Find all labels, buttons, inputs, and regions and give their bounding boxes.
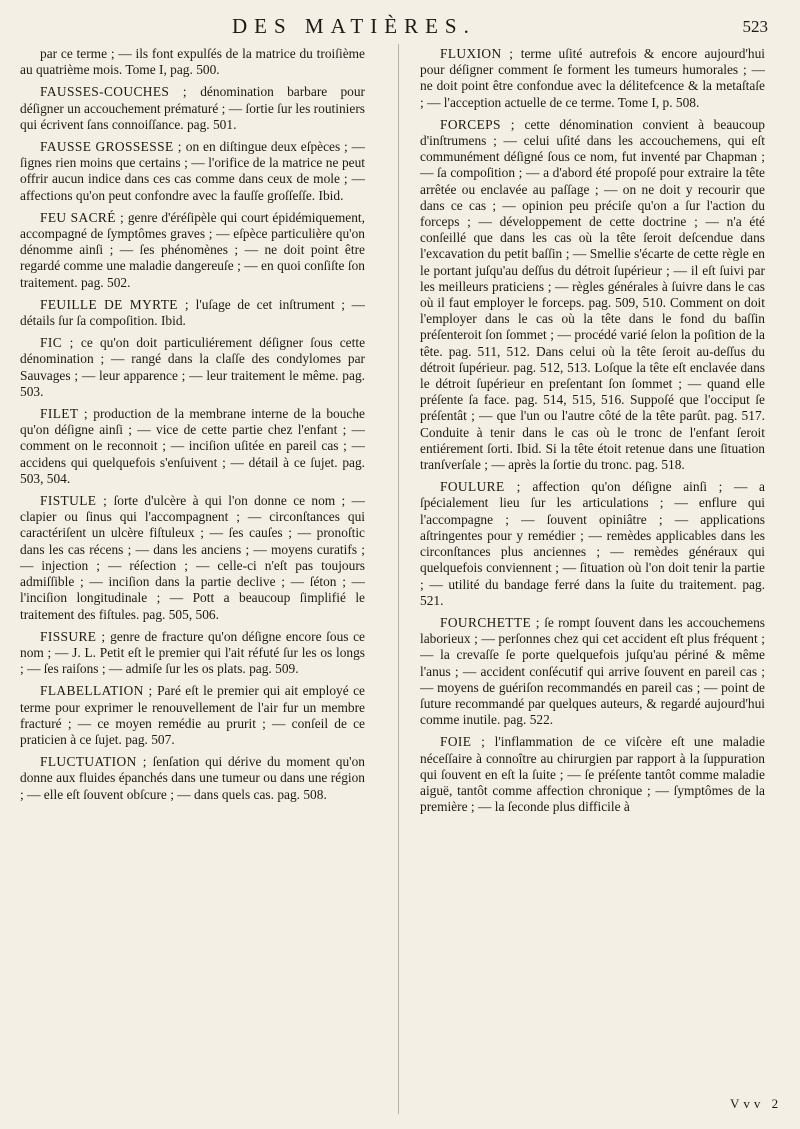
running-title: DES MATIÈRES. [232, 14, 476, 38]
entry-text: production de la membrane interne de la bouche qu'on déſigne ainſi ; — vice de cette partie chez l'enfant ; — comment on le reconnoit ; — inciſion uſitée en pareil cas ; — accidens qui quelquefois s'enſuivent ; — détail à ce ſujet. pag. 503, 504. [20, 406, 365, 486]
entry-text: cette dénomination convient à beaucoup d'inſtrumens ; — celui uſité dans les accouchemens, qui eſt communément déſigné ſous ce nom, fut inventé par Chapman ; — ſa compoſition ; — a d'abord été propoſé pour extraire la tête arrêtée ou enclavée au paſſage ; — on ne doit y recourir que dans ce cas ; — opinion peu préciſe qu'on a ſur l'action du forceps ; — développement de cette doctrine ; — n'a été conſeillé que dans les cas où la tête ſeroit deſcendue dans l'excavation du petit baſſin ; — Smellie s'écarte de cette règle en le portant juſqu'au deſſus du détroit ſupérieur ; — il eſt ſuivi par les meilleurs praticiens ; — règles générales à ſuivre dans le cas où il faut employer le forceps. pag. 509, 510. Comment on doit l'employer dans le cas où la tête dans le fond du baſſin préſenteroit ſon ſommet ; — procédé varié ſelon la poſition de la tête. pag. 511, 512. Dans celui où la tête ſeroit au-deſſus du détroit ſupérieur. pag. 512, 513. Loſque la tête eſt enclavée dans le détroit ſupérieur en preſentant ſon ſommet ; — quand elle préſente ſa face. pag. 514, 515, 516. Suppoſé que l'occiput ſe préſentât ; — que l'un ou l'autre côté de la tête parût. pag. 517. Conduite à tenir dans le cas où le tronc de l'enfant ſeroit entiérement ſorti. Ibid. Si la tête étoit retenue dans une ſituation tranſverſale ; — après la ſortie du tronc. pag. 518. [420, 116, 765, 473]
index-entry [20, 297, 365, 329]
index-entry [20, 493, 365, 623]
index-entry [20, 754, 365, 803]
running-header [0, 14, 800, 42]
entry-text: par ce terme ; — ils font expulſés de la matrice du troiſième au quatrième mois. Tome I, pag. 500. [20, 46, 365, 78]
entry-text: ſenſation qui dérive du moment qu'on donne aux fluides épanchés dans une tumeur ou dans une région ; — elle eſt ſouvent obſcure ; — dans quels cas. pag. 508. [20, 754, 365, 802]
index-entry [20, 139, 365, 204]
entry-headword: FISSURE ; [40, 628, 106, 644]
index-entry [420, 479, 765, 609]
entry-text: terme uſité autrefois & encore aujourd'hui pour déſigner comment ſe forment les tumeurs humorales ; — ne doit point être confondue avec la délitefcence & la metaſtaſe ; — l'acception actuelle de ce terme. Tome I, p. 508. [420, 46, 765, 110]
entry-headword: FAUSSES-COUCHES ; [40, 84, 188, 100]
entry-text: Paré eſt le premier qui ait employé ce terme pour exprimer le renouvellement de l'air fur un membre fracturé ; — ce moyen remédie au prurit ; — conſeil de ce praticien à ce ſujet. pag. 507. [20, 683, 365, 747]
index-entry [20, 629, 365, 678]
entry-text: l'uſage de cet inſtrument ; — détails ſur ſa compoſition. Ibid. [20, 296, 365, 329]
entry-headword: FEUILLE DE MYRTE ; [40, 296, 189, 312]
right-column [420, 46, 765, 1116]
left-column [20, 46, 365, 1116]
entry-text: ce qu'on doit particuliérement déſigner ſous cette dénomination ; — rangé dans la claſſe des condylomes par Sauvages ; — leur apparence ; — leur traitement le même. pag. 503. [20, 335, 365, 399]
entry-headword: FEU SACRÉ ; [40, 209, 125, 225]
page-number: 523 [742, 17, 768, 36]
entry-headword: FLUXION ; [440, 46, 514, 61]
index-entry [20, 84, 365, 133]
entry-headword: FOULURE ; [440, 479, 521, 495]
entry-text: ſorte d'ulcère à qui l'on donne ce nom ; — clapier ou ſinus qui l'accompagnent ; — circonſtances qui caractériſent un ulcère fiſtuleux ; — ſes cauſes ; — pronoſtic dans les cas récens ; — dans les anciens ; — moyens curatifs ; — injection ; — réſection ; — celle-ci n'eſt pas toujours admiſſible ; — inciſion dans la partie declive ; — ſéton ; — l'inciſion longitudinale ; — Pott a beaucoup ſimplifié le traitement des fiſtules. pag. 505, 506. [20, 493, 365, 622]
entry-text: genre d'éréſipèle qui court épidémiquement, accompagné de ſymptômes graves ; — eſpèce particulière qu'on dénomme ainſi ; — ſes phénomènes ; — ne doit point être regardé comme une maladie dangereuſe ; — en quoi conſiſte ſon traitement. pag. 502. [20, 209, 365, 290]
entry-headword: FISTULE ; [40, 493, 108, 509]
entry-headword: FLABELLATION ; [40, 683, 153, 699]
index-entry [420, 734, 765, 815]
index-entry [420, 615, 765, 728]
column-divider [398, 44, 399, 1114]
index-entry [20, 210, 365, 291]
index-entry [20, 406, 365, 487]
entry-headword: FOURCHETTE ; [440, 614, 540, 630]
index-entry [420, 117, 765, 473]
entry-text: genre de fracture qu'on déſigne encore ſous ce nom ; — J. L. Petit eſt le premier qui l'ait réfuté ſur les os longs ; — ſes raiſons ; — admiſe ſur les os plats. pag. 509. [20, 628, 365, 677]
entry-text: ſe rompt ſouvent dans les accouchemens laborieux ; — perſonnes chez qui cet accident eſt plus fréquent ; — la crevaſſe ſe porte quelquefois juſqu'au périné & même l'anus ; — accident conſécutif qui arrive ſouvent en pareil cas ; — moyens de guériſon recommandés en pareil cas ; — point de ſuture recommandé par quelques auteurs, & regardé aujourd'hui comme inutile. pag. 522. [420, 614, 765, 728]
entry-headword: FLUCTUATION ; [40, 754, 147, 770]
entry-headword: FOIE ; [440, 734, 486, 750]
entry-headword: FILET ; [40, 406, 88, 422]
entry-text: on en diſtingue deux eſpèces ; — ſignes rien moins que certains ; — l'orifice de la matrice ne peut offrir aucun indice dans ces cas comme dans ceux de mole ; — affections qu'on peut confondre avec la fauſſe groſſeſſe. Ibid. [20, 139, 365, 203]
index-entry [420, 46, 765, 111]
entry-text: l'inflammation de ce viſcère eſt une maladie néceſſaire à connoître au chirurgien par rapport à la ſuppuration qui ſouvent en eſt la ſuite ; — ſe préſente tantôt comme maladie aiguë, tantôt comme affection chronique ; — ſymptômes de la première ; — la ſeconde plus difficile à [420, 734, 765, 815]
index-entry [20, 683, 365, 748]
index-entry [20, 46, 365, 78]
signature-catchword: Vvv 2 [730, 1096, 783, 1111]
entry-headword: FORCEPS ; [440, 116, 515, 132]
entry-text: dénomination barbare pour déſigner un accouchement prématuré ; — ſortie ſur les routiniers qui écrivent ſans connoiſſance. pag. 501. [20, 84, 365, 132]
entry-text: affection qu'on déſigne ainſi ; — a ſpécialement lieu ſur les articulations ; — enflure qui l'accompagne ; — ſouvent opiniâtre ; — applications aſtringentes pour y remédier ; — remèdes applicables dans les circonſtances plus anciennes ; — remèdes généraux qui quelquefois conviennent ; — ſituation où l'on doit tenir la partie ; — utilité du bandage ferré dans la ſuite du traitement. pag. 521. [420, 479, 765, 608]
index-entry [20, 335, 365, 400]
entry-headword: FAUSSE GROSSESSE ; [40, 139, 182, 155]
entry-headword: FIC ; [40, 335, 74, 351]
